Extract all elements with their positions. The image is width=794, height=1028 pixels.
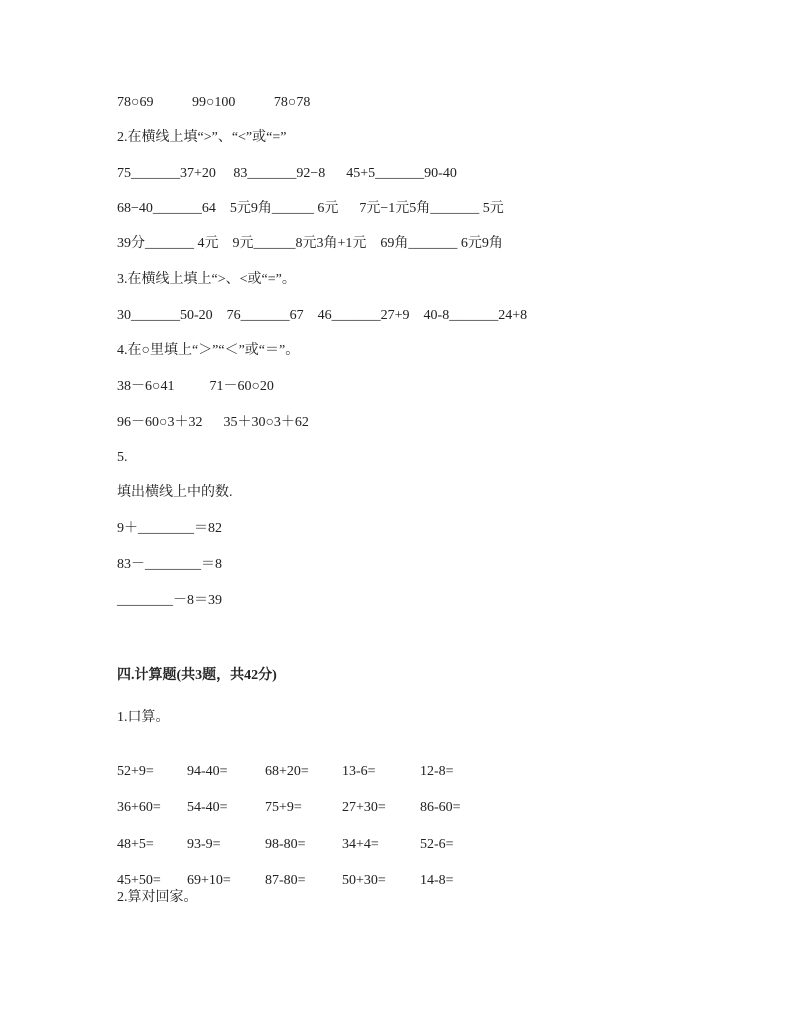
oral-calc-item: 75+9= xyxy=(265,800,302,815)
oral-calc-item: 36+60= xyxy=(117,800,161,815)
oral-calc-item: 48+5= xyxy=(117,837,154,852)
oral-calc-item: 69+10= xyxy=(187,873,231,888)
oral-calc-item: 34+4= xyxy=(342,837,379,852)
oral-calc-item: 54-40= xyxy=(187,800,228,815)
oral-calc-item: 27+30= xyxy=(342,800,386,815)
question-3-row-1: 30_______50-20 76_______67 46_______27+9 40-8_______24+8 xyxy=(117,308,528,323)
oral-calc-item: 50+30= xyxy=(342,873,386,888)
section-title: 四.计算题(共3题，共42分) xyxy=(117,668,277,683)
question-5-number: 5. xyxy=(117,450,128,465)
question-2-row-1: 75_______37+20 83_______92−8 45+5_______90-40 xyxy=(117,166,457,181)
oral-calc-item: 52+9= xyxy=(117,764,154,779)
question-2-calc-title: 2.算对回家。 xyxy=(117,890,198,905)
oral-calc-item: 68+20= xyxy=(265,764,309,779)
question-4-title: 4.在○里填上“＞”“＜”或“＝”。 xyxy=(117,343,300,358)
question-5-row-1: 9＋________＝82 xyxy=(117,521,222,536)
oral-calc-item: 93-9= xyxy=(187,837,221,852)
question-2-title: 2.在横线上填“>”、“<”或“=” xyxy=(117,130,287,145)
oral-calc-item: 86-60= xyxy=(420,800,461,815)
oral-calc-title: 1.口算。 xyxy=(117,710,170,725)
oral-calc-item: 12-8= xyxy=(420,764,454,779)
oral-calc-item: 98-80= xyxy=(265,837,306,852)
oral-calc-item: 94-40= xyxy=(187,764,228,779)
question-4-row-2: 96－60○3＋32 35＋30○3＋62 xyxy=(117,415,309,430)
question-4-row-1: 38－6○41 71－60○20 xyxy=(117,379,274,394)
oral-calc-item: 52-6= xyxy=(420,837,454,852)
question-5-row-2: 83－________＝8 xyxy=(117,557,222,572)
oral-calc-item: 45+50= xyxy=(117,873,161,888)
question-3-title: 3.在横线上填上“>、<或“=”。 xyxy=(117,272,296,287)
oral-calc-item: 14-8= xyxy=(420,873,454,888)
oral-calc-item: 87-80= xyxy=(265,873,306,888)
question-2-row-2: 68−40_______64 5元9角______ 6元 7元−1元5角_______ 5元 xyxy=(117,201,504,216)
compare-row-1: 78○69 99○100 78○78 xyxy=(117,95,311,110)
question-2-row-3: 39分_______ 4元 9元______8元3角+1元 69角_______ 6元9角 xyxy=(117,236,503,251)
question-5-title: 填出横线上中的数. xyxy=(117,485,233,500)
question-5-row-3: ________－8＝39 xyxy=(117,593,222,608)
oral-calc-item: 13-6= xyxy=(342,764,376,779)
